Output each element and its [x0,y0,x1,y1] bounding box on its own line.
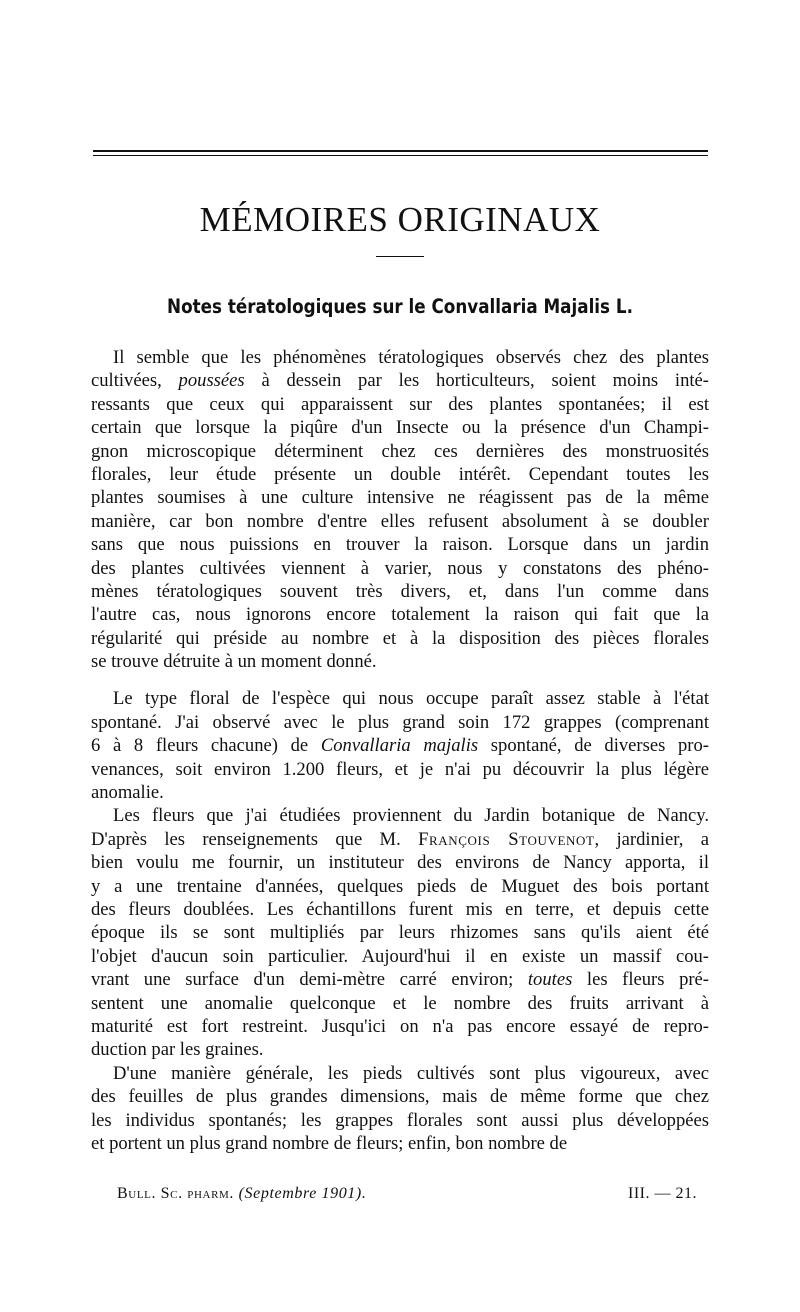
text-line: D'une manière générale, les pieds cultivés sont plus vigoureux, avec [113,1062,709,1084]
footer-citation [117,1185,366,1203]
title-divider [376,256,424,257]
text-line: spontané. J'ai observé avec le plus grand soin 172 grappes (comprenant [91,711,709,733]
text-line: ressants que ceux qui apparaissent sur des plantes spontanées; il est [91,393,709,415]
top-rule [93,150,708,152]
text-line: des fleurs doublées. Les échantillons furent mis en terre, et depuis cette [91,898,709,920]
text-line: florales, leur étude présente un double intérêt. Cependant toutes les [91,463,709,485]
text-line: duction par les graines. [91,1039,264,1061]
text-line: sentent une anomalie quelconque et le nombre des fruits arrivant à [91,992,709,1014]
text-line: venances, soit environ 1.200 fleurs, et je n'ai pu découvrir la plus légère [91,758,709,780]
text-line: gnon microscopique déterminent chez ces dernières des monstruosités [91,440,709,462]
article-title: Notes tératologiques sur le Convallaria Majalis L. [167,295,633,318]
text-line: anomalie. [91,782,164,804]
text-line: 6 à 8 fleurs chacune) de Convallaria majalis spontané, de diverses pro- [91,735,709,757]
text-line: plantes soumises à une culture intensive ne réagissent pas de la même [91,487,709,509]
text-line: mènes tératologiques souvent très divers, et, dans l'un comme dans [91,580,709,602]
text-line: vrant une surface d'un demi-mètre carré environ; toutes les fleurs pré- [91,969,709,991]
text-line: certain que lorsque la piqûre d'un Insecte ou la présence d'un Champi- [91,417,709,439]
text-line: maturité est fort restreint. Jusqu'ici on n'a pas encore essayé de repro- [91,1015,709,1037]
text-line: Les fleurs que j'ai étudiées proviennent du Jardin botanique de Nancy. [113,805,709,827]
text-line: les individus spontanés; les grappes florales sont aussi plus développées [91,1109,709,1131]
text-line: manière, car bon nombre d'entre elles refusent absolument à se doubler [91,510,709,532]
text-line: cultivées, poussées à dessein par les horticulteurs, soient moins inté- [91,370,709,392]
text-line: y a une trentaine d'années, quelques pieds de Muguet des bois portant [91,875,709,897]
section-title: MÉMOIRES ORIGINAUX [199,200,601,239]
text-line: se trouve détruite à un moment donné. [91,651,377,673]
text-line: Il semble que les phénomènes tératologiques observés chez des plantes [113,347,709,368]
article-body [91,346,709,1155]
text-line: et portent un plus grand nombre de fleurs; enfin, bon nombre de [91,1132,568,1154]
paragraph-2 [91,687,709,804]
text-line: D'après les renseignements que M. François Stouvenot, jardinier, a [91,828,709,850]
text-line: sans que nous puissions en trouver la raison. Lorsque dans un jardin [91,534,709,556]
footer-journal: Bull. Sc. pharm. [117,1185,235,1202]
text-line: Le type floral de l'espèce qui nous occupe paraît assez stable à l'état [113,688,709,710]
paragraph-1 [91,346,709,673]
text-line: bien voulu me fournir, un instituteur des environs de Nancy apporta, il [91,852,709,874]
text-line: l'objet d'aucun soin particulier. Aujourd'hui il en existe un massif cou- [91,945,709,967]
paragraph-4 [91,1062,709,1156]
text-line: l'autre cas, nous ignorons encore totalement la raison qui fait que la [91,604,709,626]
paragraph-3 [91,804,709,1061]
text-line: des feuilles de plus grandes dimensions, mais de même forme que chez [91,1086,709,1108]
footer-page-ref: III. — 21. [628,1185,697,1202]
top-rule-thin [93,155,708,156]
text-line: des plantes cultivées viennent à varier, nous y constatons des phéno- [91,557,709,579]
text-line: régularité qui préside au nombre et à la disposition des pièces florales [91,627,709,649]
footer-date: (Septembre 1901). [238,1185,367,1202]
text-line: époque ils se sont multipliés par leurs rhizomes sans qu'ils aient été [91,922,709,944]
